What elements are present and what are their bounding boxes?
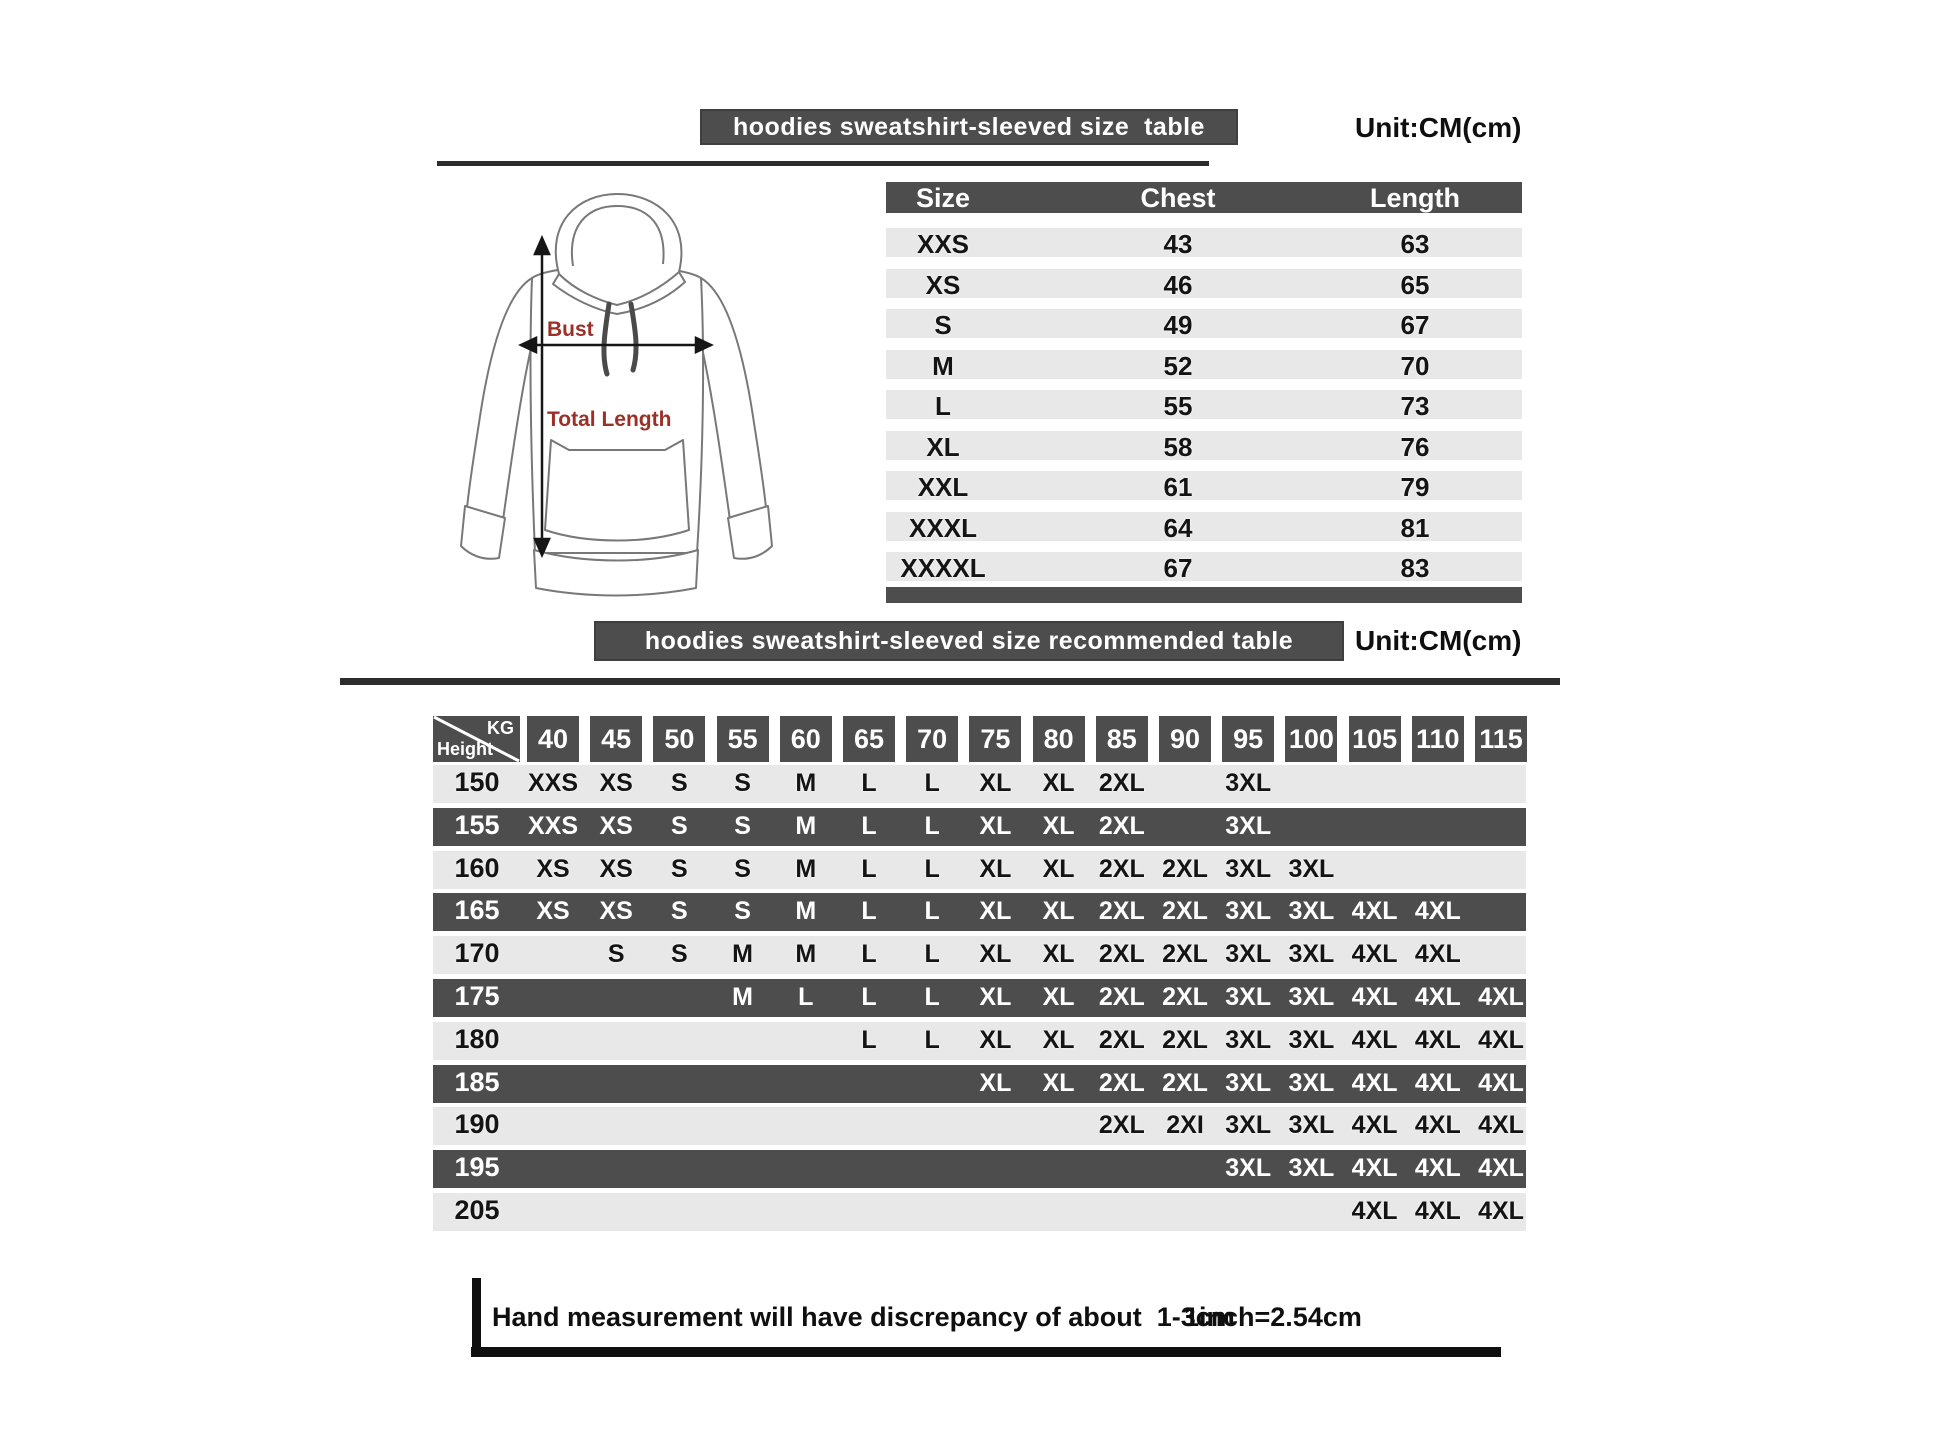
- size-table-title-bar: hoodies sweatshirt-sleeved size table: [700, 109, 1238, 145]
- height-label: 195: [454, 1152, 500, 1183]
- hoodie-hem-band: [534, 550, 698, 596]
- recommend-size-cell: 3XL: [1225, 1111, 1272, 1140]
- weight-column-header-110: 110: [1412, 716, 1464, 762]
- recommend-size-cell: L: [798, 983, 814, 1011]
- size-table-cell: XL: [926, 431, 960, 462]
- size-recommended-matrix: [433, 716, 1526, 1246]
- size-table: [886, 182, 1522, 612]
- recommend-size-cell: 3XL: [1225, 897, 1272, 926]
- recommend-size-cell: L: [861, 940, 877, 969]
- recommend-size-cell: XL: [1042, 897, 1075, 926]
- hoodie-pocket: [545, 440, 689, 541]
- height-label: 170: [454, 938, 500, 969]
- weight-column-header-60: 60: [780, 716, 832, 762]
- weight-column-header-65: 65: [843, 716, 895, 762]
- recommend-size-cell: XS: [536, 897, 570, 926]
- size-column-header: Size: [915, 183, 971, 213]
- recommend-size-cell: S: [671, 811, 688, 840]
- recommend-size-cell: 3XL: [1288, 983, 1335, 1011]
- recommend-row-195: [433, 1150, 1526, 1188]
- recommend-size-cell: 4XL: [1414, 1111, 1461, 1140]
- recommend-size-cell: S: [671, 940, 688, 969]
- recommend-size-cell: 3XL: [1288, 1111, 1335, 1140]
- inch-conversion-note: 1inch=2.54cm: [1184, 1302, 1362, 1332]
- recommend-size-cell: 4XL: [1351, 897, 1398, 926]
- size-table-cell: 43: [1163, 229, 1193, 259]
- recommend-size-cell: 3XL: [1225, 1068, 1272, 1097]
- unit-label-top: Unit:CM(cm): [1355, 112, 1522, 143]
- recommend-size-cell: L: [861, 983, 877, 1011]
- size-table-cell: 67: [1400, 310, 1430, 340]
- weight-column-header-40: 40: [527, 716, 579, 762]
- recommend-size-cell: 4XL: [1351, 940, 1398, 969]
- corner-height-label: Height: [437, 739, 493, 759]
- recommend-size-cell: XL: [1042, 769, 1075, 797]
- recommend-size-cell: 4XL: [1478, 1025, 1524, 1054]
- recommend-size-cell: L: [924, 854, 940, 883]
- recommend-size-cell: L: [861, 897, 877, 926]
- recommend-size-cell: XS: [599, 811, 633, 840]
- recommend-size-cell: 4XL: [1414, 1025, 1461, 1054]
- size-table-row-XXL: [886, 471, 1522, 500]
- recommend-size-cell: 4XL: [1478, 1068, 1524, 1097]
- hoodie-left-sleeve: [467, 278, 532, 520]
- recommend-size-cell: 2XL: [1098, 940, 1145, 969]
- recommend-size-cell: XS: [536, 854, 570, 883]
- recommend-size-cell: M: [795, 769, 817, 797]
- recommend-size-cell: 2XL: [1098, 983, 1145, 1011]
- weight-column-header-70: 70: [906, 716, 958, 762]
- recommend-size-cell: 4XL: [1478, 1111, 1524, 1140]
- recommend-size-cell: 3XL: [1225, 940, 1272, 969]
- recommend-size-cell: 2XL: [1162, 1068, 1208, 1097]
- recommend-size-cell: 2XL: [1162, 1025, 1208, 1054]
- weight-column-header-115: 115: [1475, 716, 1527, 762]
- size-table-cell: 52: [1163, 350, 1193, 381]
- recommend-size-cell: XL: [979, 1025, 1012, 1054]
- size-table-cell: 49: [1163, 310, 1193, 340]
- recommend-size-cell: XL: [979, 983, 1012, 1011]
- size-table-cell: 63: [1400, 229, 1430, 259]
- height-label: 150: [454, 767, 500, 797]
- weight-column-header-105: 105: [1349, 716, 1401, 762]
- weight-column-header-95: 95: [1222, 716, 1274, 762]
- size-table-cell: 55: [1163, 391, 1193, 421]
- size-table-row-L: [886, 390, 1522, 419]
- size-table-cell: L: [935, 391, 951, 421]
- recommend-size-cell: 4XL: [1414, 983, 1461, 1011]
- recommend-size-cell: 4XL: [1414, 1068, 1461, 1097]
- recommend-size-cell: 3XL: [1288, 1154, 1335, 1183]
- weight-column-header-85: 85: [1096, 716, 1148, 762]
- height-label: 185: [454, 1066, 500, 1097]
- size-table-cell: 67: [1163, 553, 1193, 583]
- kg-height-corner-cell: [433, 716, 520, 762]
- unit-label-bottom: Unit:CM(cm): [1355, 625, 1522, 656]
- size-table-cell: S: [934, 310, 952, 340]
- recommend-row-165: [433, 893, 1526, 931]
- size-table-row-M: [886, 350, 1522, 379]
- recommend-size-cell: 4XL: [1351, 983, 1398, 1011]
- recommend-size-cell: 4XL: [1414, 1197, 1461, 1225]
- height-label: 190: [454, 1109, 500, 1140]
- recommend-size-cell: M: [795, 897, 817, 926]
- size-table-cell: 61: [1163, 472, 1193, 502]
- recommend-size-cell: M: [795, 854, 817, 883]
- recommend-size-cell: 3XL: [1225, 854, 1272, 883]
- size-table-cell: 81: [1400, 512, 1430, 543]
- size-table-row-XXXXL: [886, 552, 1522, 581]
- recommend-size-cell: L: [924, 983, 940, 1011]
- recommend-size-cell: 2XL: [1162, 940, 1208, 969]
- size-table-cell: 64: [1163, 512, 1193, 543]
- recommend-size-cell: XXS: [527, 769, 579, 797]
- recommend-size-cell: XL: [1042, 983, 1075, 1011]
- size-table-row-XXXL: [886, 512, 1522, 541]
- size-table-cell: 83: [1400, 553, 1430, 583]
- recommend-size-cell: S: [734, 811, 751, 840]
- size-table-cell: 70: [1400, 350, 1430, 381]
- recommend-size-cell: 3XL: [1288, 1068, 1335, 1097]
- weight-column-header-90: 90: [1159, 716, 1211, 762]
- recommended-table-title-bar: hoodies sweatshirt-sleeved size recommended table: [594, 621, 1344, 661]
- recommend-size-cell: L: [924, 1025, 940, 1054]
- height-label: 180: [454, 1023, 500, 1054]
- chest-column-header: Chest: [1140, 183, 1216, 213]
- size-table-cell: XXS: [916, 229, 970, 259]
- recommend-size-cell: 2XL: [1098, 897, 1145, 926]
- recommend-size-cell: XL: [1042, 1068, 1075, 1097]
- corner-kg-label: KG: [487, 718, 514, 738]
- size-table-cell: XS: [925, 269, 961, 300]
- recommend-size-cell: 2XL: [1098, 854, 1145, 883]
- recommend-size-cell: XL: [1042, 811, 1075, 840]
- recommend-size-cell: L: [924, 940, 940, 969]
- recommend-size-cell: L: [924, 769, 940, 797]
- recommend-size-cell: 4XL: [1414, 897, 1461, 926]
- recommend-size-cell: S: [607, 940, 625, 969]
- size-table-cell: 79: [1400, 472, 1430, 502]
- recommend-size-cell: L: [861, 1025, 877, 1054]
- recommend-size-cell: 4XL: [1351, 1068, 1398, 1097]
- size-table-header: [886, 182, 1522, 213]
- recommend-size-cell: 3XL: [1225, 983, 1272, 1011]
- recommend-size-cell: L: [924, 897, 940, 926]
- recommend-size-cell: 4XL: [1351, 1025, 1398, 1054]
- recommend-size-cell: XL: [979, 940, 1012, 969]
- recommend-size-cell: XL: [979, 1068, 1012, 1097]
- weight-column-header-75: 75: [969, 716, 1021, 762]
- recommend-size-cell: 2XL: [1162, 854, 1208, 883]
- weight-column-header-80: 80: [1033, 716, 1085, 762]
- recommend-size-cell: XL: [1042, 940, 1075, 969]
- recommend-size-cell: 3XL: [1288, 1025, 1335, 1054]
- footer-underline: [471, 1347, 1501, 1357]
- recommend-size-cell: 4XL: [1351, 1154, 1398, 1183]
- recommend-row-205: [433, 1193, 1526, 1231]
- recommend-size-cell: 4XL: [1478, 983, 1524, 1011]
- recommend-size-cell: S: [734, 854, 751, 883]
- recommend-size-cell: XS: [599, 897, 633, 926]
- footer-left-bar: [472, 1278, 481, 1348]
- recommend-row-180: [433, 1022, 1526, 1060]
- recommend-size-cell: 2XL: [1162, 983, 1208, 1011]
- size-table-cell: XXXL: [909, 512, 977, 543]
- divider-middle: [340, 678, 1560, 685]
- recommend-size-cell: 2XL: [1162, 897, 1208, 926]
- weight-column-header-50: 50: [653, 716, 705, 762]
- recommend-size-cell: 2XL: [1098, 1025, 1145, 1054]
- size-table-row-XXS: [886, 228, 1522, 257]
- size-table-cell: XXL: [917, 472, 969, 502]
- size-table-cell: 73: [1400, 391, 1430, 421]
- recommend-size-cell: 3XL: [1225, 1154, 1272, 1183]
- hoodie-measurement-diagram: [435, 178, 810, 598]
- recommend-size-cell: 4XL: [1351, 1111, 1398, 1140]
- recommend-size-cell: XL: [979, 897, 1012, 926]
- height-label: 160: [454, 852, 500, 883]
- recommend-row-150: [433, 765, 1526, 803]
- measurement-note: Hand measurement will have discrepancy of about 1-3cm: [492, 1302, 1235, 1332]
- recommend-size-cell: M: [732, 983, 754, 1011]
- weight-column-header-45: 45: [590, 716, 642, 762]
- recommend-size-cell: L: [861, 769, 877, 797]
- size-table-cell: M: [932, 350, 954, 381]
- height-label: 175: [454, 981, 500, 1011]
- size-table-row-XS: [886, 269, 1522, 298]
- recommend-row-170: [433, 936, 1526, 974]
- recommend-row-160: [433, 851, 1526, 889]
- recommend-size-cell: XL: [1042, 854, 1075, 883]
- recommend-size-cell: 3XL: [1225, 811, 1272, 840]
- recommend-size-cell: 4XL: [1478, 1154, 1524, 1183]
- recommend-size-cell: M: [795, 940, 817, 969]
- recommend-size-cell: S: [671, 854, 688, 883]
- length-column-header: Length: [1370, 183, 1460, 213]
- size-table-cell: XXXXL: [900, 553, 986, 583]
- recommend-size-cell: XS: [599, 769, 633, 797]
- recommend-size-cell: 2XI: [1166, 1111, 1204, 1140]
- recommend-row-155: [433, 808, 1526, 846]
- recommend-size-cell: 2XL: [1098, 1111, 1145, 1140]
- recommend-size-cell: M: [732, 940, 754, 969]
- divider-top: [437, 161, 1209, 166]
- size-table-bottom-bar: [886, 587, 1522, 603]
- recommend-size-cell: 2XL: [1098, 769, 1145, 797]
- recommend-size-cell: 4XL: [1414, 1154, 1461, 1183]
- recommend-size-cell: XL: [1042, 1025, 1075, 1054]
- height-label: 205: [454, 1195, 500, 1225]
- recommend-size-cell: 3XL: [1288, 940, 1335, 969]
- recommend-size-cell: XS: [599, 854, 633, 883]
- recommend-size-cell: S: [671, 769, 688, 797]
- recommend-size-cell: S: [734, 897, 751, 926]
- recommend-row-185: [433, 1065, 1526, 1103]
- recommend-size-cell: 2XL: [1098, 811, 1145, 840]
- recommend-size-cell: 3XL: [1225, 769, 1272, 797]
- total-length-label: Total Length: [547, 408, 672, 431]
- recommend-size-cell: S: [734, 769, 751, 797]
- size-table-cell: 65: [1400, 269, 1430, 300]
- size-table-row-XL: [886, 431, 1522, 460]
- recommend-size-cell: XL: [979, 769, 1012, 797]
- weight-column-header-55: 55: [717, 716, 769, 762]
- recommend-size-cell: XL: [979, 811, 1012, 840]
- recommend-row-175: [433, 979, 1526, 1017]
- recommend-row-190: [433, 1107, 1526, 1145]
- recommend-size-cell: XXS: [527, 811, 579, 840]
- weight-column-header-100: 100: [1285, 716, 1337, 762]
- recommend-size-cell: M: [795, 811, 817, 840]
- recommend-size-cell: 4XL: [1414, 940, 1461, 969]
- bust-label: Bust: [547, 318, 594, 341]
- recommend-size-cell: 3XL: [1225, 1025, 1272, 1054]
- recommend-size-cell: 3XL: [1288, 897, 1335, 926]
- recommend-size-cell: L: [861, 811, 877, 840]
- size-table-row-S: [886, 309, 1522, 338]
- size-table-cell: 46: [1163, 269, 1193, 300]
- height-label: 165: [454, 895, 500, 926]
- height-label: 155: [454, 809, 500, 840]
- recommend-size-cell: L: [861, 854, 877, 883]
- size-table-cell: 76: [1400, 431, 1430, 462]
- size-table-cell: 58: [1163, 431, 1193, 462]
- recommend-size-cell: 4XL: [1478, 1197, 1524, 1225]
- recommend-size-cell: 2XL: [1098, 1068, 1145, 1097]
- recommend-size-cell: 4XL: [1351, 1197, 1398, 1225]
- hoodie-right-sleeve: [701, 278, 766, 520]
- recommend-size-cell: L: [924, 811, 940, 840]
- recommend-size-cell: 3XL: [1288, 854, 1335, 883]
- recommend-size-cell: XL: [979, 854, 1012, 883]
- recommend-size-cell: S: [671, 897, 688, 926]
